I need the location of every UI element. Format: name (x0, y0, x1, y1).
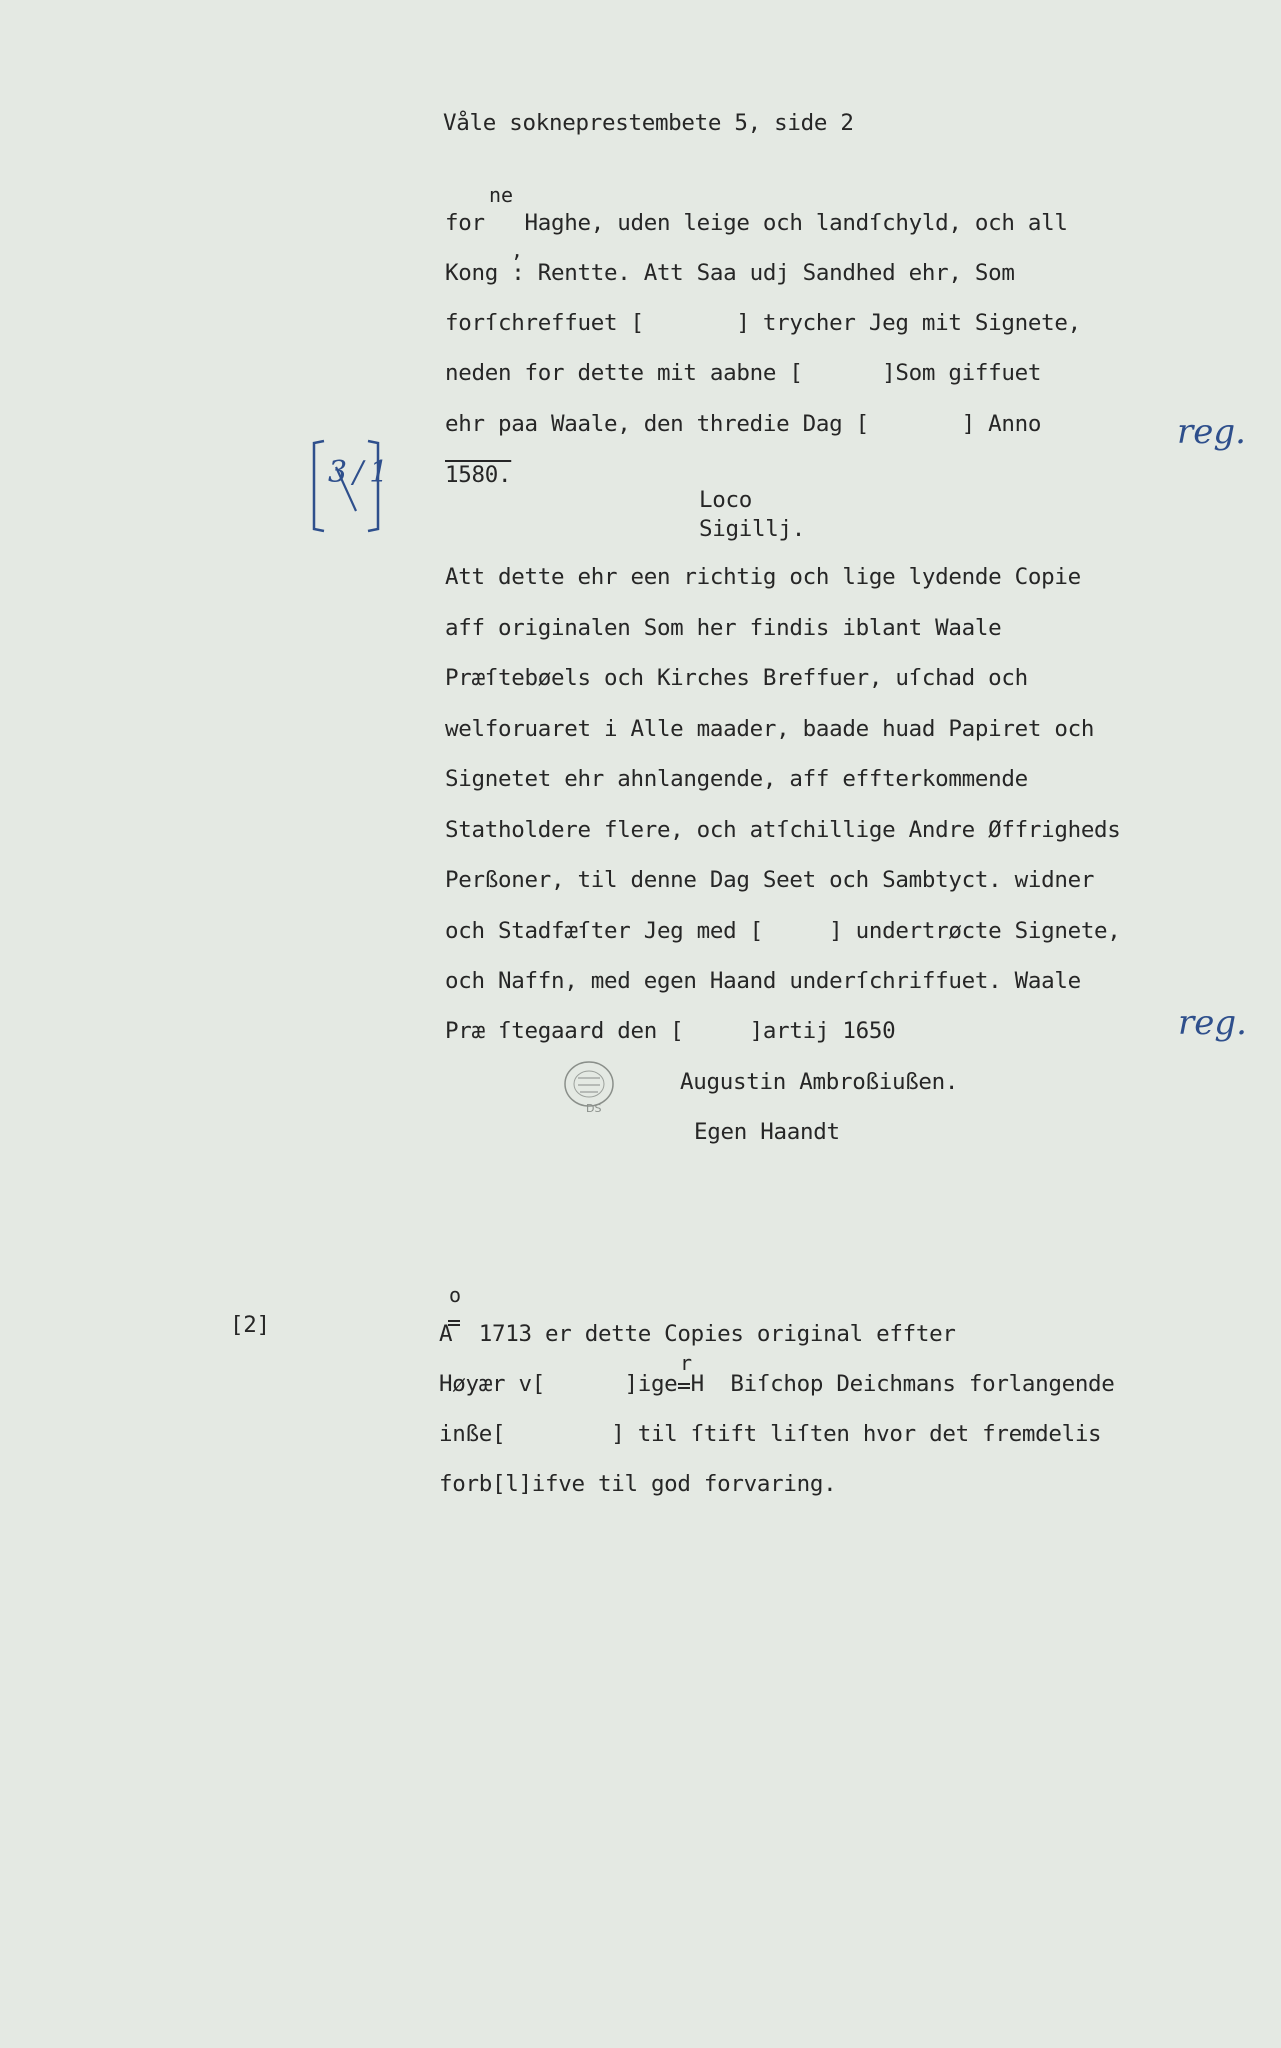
superscript-ne: ne (489, 183, 514, 207)
signature-name: Augustin Ambroßiußen. (680, 1069, 959, 1095)
superscript-o: o (449, 1283, 462, 1307)
margin-bracket-note (306, 437, 395, 533)
text-line: neden for dette mit aabne [ ]Som giffuet (445, 360, 1042, 386)
attestation-line: Præ ſtegaard den [ ]artij 1650 (445, 1018, 896, 1044)
attestation-line: och Naffn, med egen Haand underſchriffuet. Waale (445, 968, 1081, 994)
text-line: 1580. (445, 462, 512, 488)
section2-line: inße[ ] til ſtift liſten hvor det fremdelis (439, 1421, 1102, 1447)
attestation-line: Signetet ehr ahnlangende, aff effterkommende (445, 766, 1028, 792)
attestation-line: aff originalen Som her findis iblant Waale (445, 615, 1002, 641)
attestation-line: Perßoner, til denne Dag Seet och Sambtyct. widner (445, 867, 1095, 893)
section2-line: Høyær v[ ]ige H Biſchop Deichmans forlangende (439, 1371, 1115, 1397)
attestation-line: och Stadfæſter Jeg med [ ] undertrøcte Signete, (445, 918, 1121, 944)
text-line: ehr paa Waale, den thredie Dag [ ] Anno (445, 411, 1042, 437)
text-line: Kong : Rentte. Att Saa udj Sandhed ehr, Som (445, 260, 1015, 286)
text-line: forſchreffuet [ ] trycher Jeg mit Signete, (445, 310, 1081, 336)
attestation-line: Statholdere flere, och atſchillige Andre Øffrigheds (445, 817, 1121, 843)
section2-line: forb[l]ifve til god forvaring. (439, 1471, 837, 1497)
comma-mark: , (511, 238, 524, 262)
reg-note: reg. (1178, 1003, 1247, 1043)
attestation-line: welforuaret i Alle maader, baade huad Papiret och (445, 716, 1095, 742)
reg-note: reg. (1177, 412, 1246, 452)
section-marker: [2] (230, 1312, 270, 1338)
signature-note: Egen Haandt (694, 1119, 840, 1145)
archive-stamp (556, 1052, 626, 1122)
section2-line: A 1713 er dette Copies original effter (439, 1321, 956, 1347)
text-line: for Haghe, uden leige och landſchyld, och all (445, 210, 1068, 236)
page-header: Våle sokneprestembete 5, side 2 (443, 110, 854, 136)
stamp-text: DS (586, 1102, 602, 1115)
superscript-r: r (680, 1351, 693, 1375)
seal-label-line: Loco (699, 487, 752, 513)
attestation-line: Præſtebøels och Kirches Breffuer, uſchad och (445, 665, 1028, 691)
attestation-line: Att dette ehr een richtig och lige lydende Copie (445, 564, 1081, 590)
bracket-note-text: 3/1 (328, 455, 395, 490)
seal-label-line: Sigillj. (699, 516, 805, 542)
